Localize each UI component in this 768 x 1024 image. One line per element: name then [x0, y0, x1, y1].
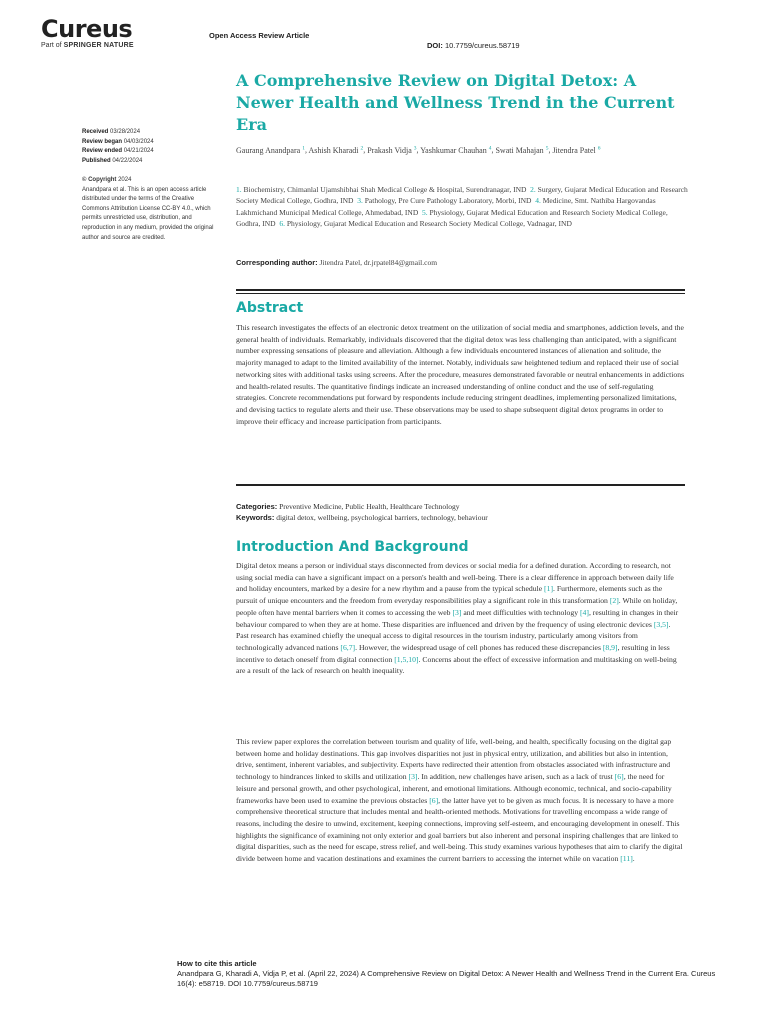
affiliation: 1. Biochemistry, Chimanlal Ujamshibhai Shah Medical College & Hospital, Surendranagar, IND: [236, 185, 527, 194]
how-to-cite-text: Anandpara G, Kharadi A, Vidja P, et al. (April 22, 2024) A Comprehensive Review on Digital Detox: A Newer Health and Wellness Trend in the Current Era. Cureus 16(4): e58719. DOI 10.7759/cureus.58719: [177, 969, 716, 988]
corresponding-text[interactable]: Jitendra Patel, dr.jrpatel84@gmail.com: [319, 258, 438, 267]
affiliation: 3. Pathology, Pre Cure Pathology Laboratory, Morbi, IND: [357, 196, 532, 206]
keywords: [236, 512, 685, 523]
citation-link[interactable]: [11]: [620, 854, 633, 864]
article-type: Open Access Review Article: [209, 31, 310, 40]
publisher-line: [41, 42, 134, 49]
affiliation: 2. Surgery, Gujarat Medical Education and Research Society Medical College, Godhra, IND: [236, 185, 688, 206]
intro-paragraph-1: Digital detox means a person or individual stays disconnected from devices or social media for a defined duration. According to research, not using social media can have a significant impact on a person's health and well-being. There is a clear difference in approach between daily life and holiday encounters, marked by a desire for a new rhythm and a pause from the typical schedule [1]. Furthermore, elements such as the pursuit of unique encounters and the freedom from everyday responsibilities play a significant role in this transformation [2]. While on holiday, people often have mental barriers when it comes to accessing the web [3] and meet difficulties with technology [4], resulting in changes in their behaviour compared to when they are at home. These disparities are influenced and driven by the frequency of using electronic devices [3,5]. Past research has examined chiefly the unequal access to digital resources in the tourism industry, particularly among visitors from technologically advanced nations [6,7]. However, the widespread usage of cell phones has reduced these discrepancies [8,9], resulting in less incentive to detach oneself from digital connection [1,5,10]. Concerns about the effect of excessive information and multitasking on well-being are a result of the lack of research on health inequality.: [236, 561, 679, 676]
author[interactable]: Prakash Vidja $^3$: [367, 145, 417, 155]
citation-link[interactable]: [1,5,10]: [394, 654, 419, 664]
affiliation: 4. Medicine, Smt. Nathiba Hargovandas Lakhmichand Municipal Medical College, Ahmedabad, IND: [236, 196, 656, 217]
copyright-heading: © Copyright 2024: [82, 177, 132, 183]
keywords-label: Keywords:: [236, 513, 275, 522]
citation-link[interactable]: [2]: [609, 596, 619, 606]
divider: [236, 484, 685, 486]
article-title: A Comprehensive Review on Digital Detox: A Newer Health and Wellness Trend in the Current Era: [236, 71, 675, 134]
corresponding-author: [236, 258, 691, 267]
date-row: Received 03/28/2024: [82, 129, 141, 135]
citation-link[interactable]: [6,7]: [340, 642, 356, 652]
abstract-heading: Abstract: [236, 300, 304, 316]
divider: [236, 293, 685, 294]
author[interactable]: Jitendra Patel $^6$: [552, 145, 601, 155]
publication-dates: [82, 128, 222, 166]
journal-name: Cureus: [41, 15, 133, 43]
date-row: Review ended 04/21/2024: [82, 148, 154, 155]
publisher-prefix: Part of: [41, 42, 62, 49]
doi-line: [427, 41, 520, 50]
affiliation-list: [236, 184, 691, 229]
citation-link[interactable]: [8,9]: [602, 642, 618, 652]
intro-paragraph-2: This review paper explores the correlation between tourism and quality of life, well-being, and health, specifically focusing on the digital gap between home and holiday destinations. This gap involves disparities not just in physical entry, utilization, and abilities but also in intention, drive, sentiment, inherent variables, and subjectivity. Experts have redirected their attention from obstacles associated with infrastructure and technology to hindrances linked to skills and utilization [3]. In addition, new challenges have arisen, such as a lack of trust [6], the need for leisure and personal growth, and other psychological, inherent, and emotional limitations. Although economic, technical, and socio-capability frameworks have been used to examine the previous obstacles [6], the latter have yet to be given as much focus. It is necessary to have a more comprehensive theoretical structure that includes mental and health-oriented methods. Motivations for travelling encompass a wide range of reasons, including the desire to unwind, excitement, keeping connections, improving self-esteem, and encouraging development in oneself. This highlights the significance of examining not only exterior and goal barriers but also inherent and personal inspiring challenges that are linked to digital disparities, such as the need for escape, stress relief, and well-being. This study examines various hypotheses that aim to clarify the digital divide between home and vacation destinations and examines the current barriers to accessing the internet while on vacation [11].: [236, 737, 683, 864]
copyright-notice: [82, 176, 222, 243]
how-to-cite-heading: How to cite this article: [177, 959, 257, 968]
citation-link[interactable]: [3]: [408, 772, 418, 782]
author[interactable]: Yashkumar Chauhan $^4$: [420, 145, 492, 155]
author[interactable]: Swati Mahajan $^5$: [495, 145, 549, 155]
categories-label: Categories:: [236, 502, 278, 511]
abstract-text: This research investigates the effects of an electronic detox treatment on the utilization of social media and smartphones, addiction levels, and the general health of individuals. Remarkably, individuals discovered that the digital detox was less challenging than anticipated, with a significant number expressing sensations of pleasure and alleviation. Although a few individuals encountered instances of alienation and solitude, the majority managed to adapt to the limited availability of the internet. Notably, individuals saw heightened tedium and replaced their use of social networking sites with additional tasks using screens. After the procedure, measures demonstrated favorable or neutral enhancements in addictions and health-related results. The quantitative findings indicate an increased understanding of online conduct and the use of self-regulating strategies. Concrete recommendations put forward by respondents include reducing stringent deadlines, implementing personalized limitations, and devising tactics to regulate alerts and their use. These observations may be used to shape subsequent digital detox programs in order to improve their efficacy and increase participation from participants.: [236, 323, 685, 426]
journal-logo: [41, 17, 134, 49]
categories-value: Preventive Medicine, Public Health, Healthcare Technology: [279, 502, 460, 511]
author-list: Gaurang Anandpara $^1$, Ashish Kharadi $^2$, Prakash Vidja $^3$, Yashkumar Chauhan $^4$, Swati Mahajan $^5$, Jitendra Patel $^6$: [236, 145, 601, 155]
author[interactable]: Ashish Kharadi $^2$: [308, 145, 364, 155]
intro-heading: Introduction And Background: [236, 539, 469, 555]
citation-link[interactable]: [6]: [429, 795, 439, 805]
doi-value[interactable]: 10.7759/cureus.58719: [444, 41, 520, 50]
affiliation: 6. Physiology, Gujarat Medical Education and Research Society Medical College, Vadnagar, IND: [279, 218, 572, 228]
date-row: Published 04/22/2024: [82, 157, 143, 164]
how-to-cite: [177, 959, 722, 989]
citation-link[interactable]: [1]: [544, 584, 554, 594]
divider: [236, 289, 685, 291]
keywords-value: digital detox, wellbeing, psychological barriers, technology, behaviour: [276, 513, 488, 522]
citation-link[interactable]: [3]: [452, 607, 462, 617]
author[interactable]: Gaurang Anandpara $^1$: [236, 145, 305, 155]
affiliation: 5. Physiology, Gujarat Medical Education and Research Society Medical College, Godhra, IND: [236, 207, 668, 228]
citation-link[interactable]: [6]: [614, 772, 624, 782]
categories: [236, 501, 685, 512]
corresponding-label: Corresponding author:: [236, 258, 318, 267]
copyright-text: Anandpara et al. This is an open access article distributed under the terms of the Creative Commons Attribution License CC-BY 4.0., which permits unrestricted use, distribution, and reproduction in any medium, provided the original author and source are credited.: [82, 186, 214, 241]
publisher-name: SPRINGER NATURE: [63, 42, 134, 49]
doi-label: DOI:: [427, 41, 443, 50]
date-row: Review began 04/03/2024: [82, 138, 154, 145]
citation-link[interactable]: [3,5]: [653, 619, 669, 629]
citation-link[interactable]: [4]: [579, 607, 589, 617]
